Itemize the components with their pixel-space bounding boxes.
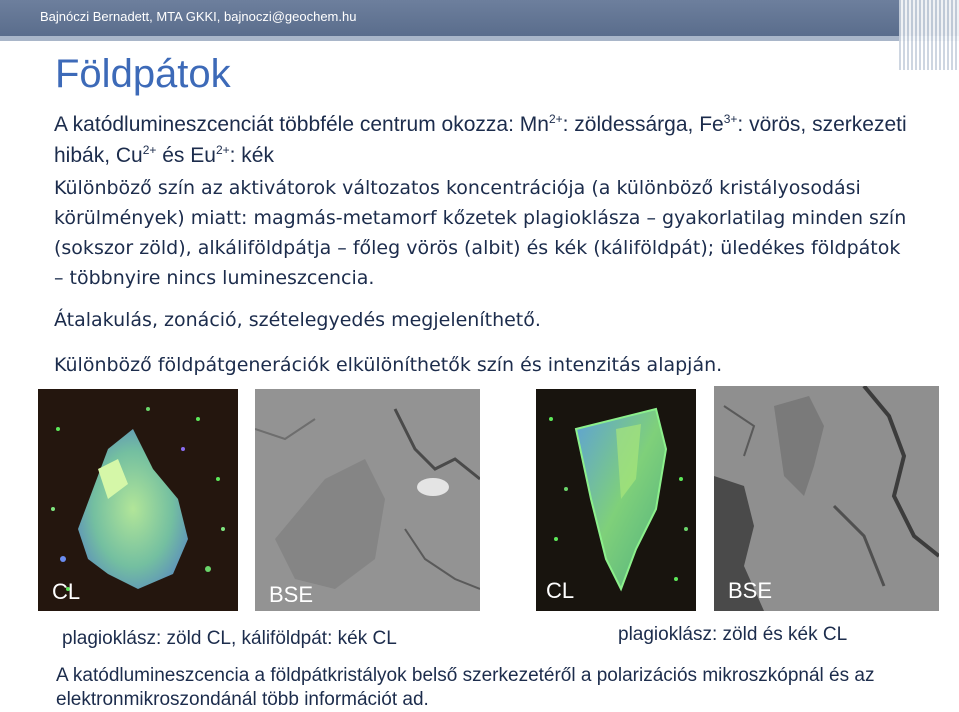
author-line: Bajnóczi Bernadett, MTA GKKI, bajnoczi@geochem.hu [40, 9, 357, 24]
p1-text-e: : kék [229, 144, 274, 167]
header-stripe [0, 36, 959, 41]
paragraph-generations: Különböző földpátgenerációk elkülöníthetők szín és intenzitás alapján. [54, 354, 723, 376]
image-label-cl-1: CL [52, 579, 81, 604]
corner-decoration [899, 0, 959, 70]
paragraph-activators: Különböző szín az aktivátorok változatos koncentrációja (a különböző kristályosodási körülmények) miatt: magmás-metamorf kőzetek plagioklásza – gyakorlatilag minden szín (sokszor zöld), alkáliföldpátja – főleg vörös (albit) és kék (káliföldpát); üledékes földpátok – többnyire nincs lumineszcencia. [54, 177, 907, 289]
image-label-bse-2: BSE [728, 578, 773, 603]
cl-image-2 [536, 389, 696, 611]
p1-text-c: : vörös, szerkezeti hibák, Cu [54, 113, 907, 167]
p1-sup-cu: 2+ [142, 143, 157, 157]
p1-text-a: A katódlumineszcenciát többféle centrum okozza: Mn [54, 113, 549, 136]
paragraph-alteration: Átalakulás, zonáció, szételegyedés megjeleníthető. [54, 309, 541, 331]
slide-title: Földpátok [55, 52, 231, 96]
bse-image-1 [255, 389, 480, 611]
p1-text-b: : zöldessárga, Fe [562, 113, 724, 136]
bse-image-2 [714, 386, 939, 611]
image-label-bse-1: BSE [269, 582, 314, 607]
p1-sup-mn: 2+ [548, 112, 563, 126]
cl-image-1-graphic [38, 389, 238, 611]
header-bar [0, 0, 959, 36]
caption-right: plagioklász: zöld és kék CL [618, 624, 848, 645]
cl-image-1 [38, 389, 238, 611]
p1-text-d: és Eu [156, 144, 216, 167]
footer-text: A katódlumineszcencia a földpátkristályok belső szerkezetéről a polarizációs mikroszkópnál és az elektronmikroszondánál több információt ad. [56, 665, 875, 710]
caption-left: plagioklász: zöld CL, káliföldpát: kék CL [62, 628, 397, 649]
p1-sup-fe: 3+ [723, 112, 738, 126]
image-label-cl-2: CL [546, 578, 575, 603]
paragraph-cl-centers [54, 109, 914, 171]
p1-sup-eu: 2+ [215, 143, 230, 157]
bse-image-1-graphic [255, 389, 480, 611]
